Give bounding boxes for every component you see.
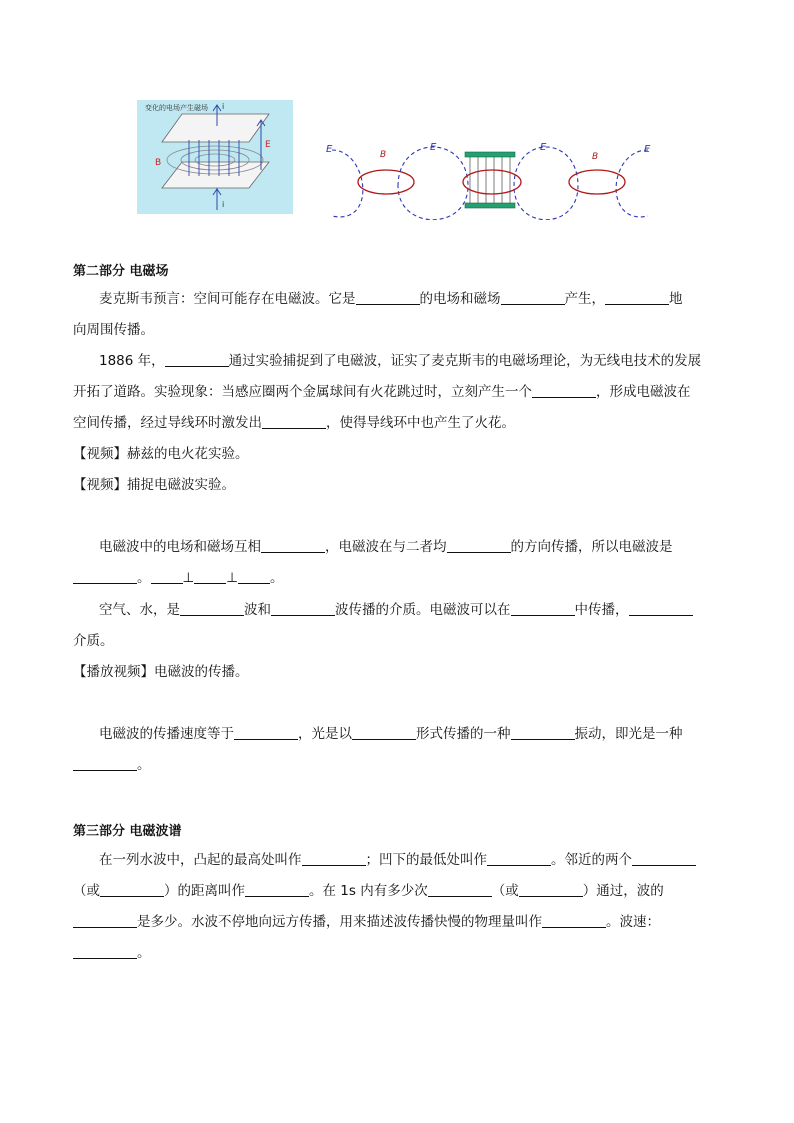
- blank[interactable]: [73, 569, 137, 584]
- s2-p2-line1: [99, 351, 701, 371]
- figure-changing-electric-field: [137, 100, 293, 214]
- s2-p5-line1: [99, 724, 683, 744]
- text: （或: [73, 883, 100, 899]
- blank[interactable]: [632, 851, 696, 866]
- blank[interactable]: [447, 538, 511, 553]
- text: 。: [137, 945, 151, 961]
- blank[interactable]: [262, 414, 326, 429]
- text: ，电磁波在与二者均: [325, 539, 447, 555]
- label-E: E: [265, 140, 271, 150]
- text: ）通过，波的: [582, 883, 664, 899]
- s3-p1-line4: [73, 943, 151, 963]
- text: 电磁波中的电场和磁场互相: [99, 539, 261, 555]
- label-B2: B: [592, 152, 599, 162]
- blank[interactable]: [519, 882, 583, 897]
- text: ，使得导线环中也产生了火花。: [326, 415, 515, 431]
- blank[interactable]: [180, 601, 244, 616]
- section3-heading: 第三部分 电磁波谱: [73, 824, 182, 839]
- s2-p2-line3: [73, 413, 515, 433]
- text: ）的距离叫作: [164, 883, 245, 899]
- text: 空气、水，是: [99, 602, 180, 618]
- text: 。在 1s 内有多少次: [309, 883, 428, 899]
- s2-p3-line1: [99, 537, 673, 557]
- blank[interactable]: [511, 725, 575, 740]
- text: 麦克斯韦预言：空间可能存在电磁波。它是: [99, 291, 356, 307]
- blank[interactable]: [511, 601, 575, 616]
- blank[interactable]: [302, 851, 366, 866]
- label-E1: E: [326, 144, 333, 155]
- blank[interactable]: [234, 725, 298, 740]
- text: 的电场和磁场: [419, 291, 501, 307]
- text: 介质。: [73, 633, 114, 649]
- blank[interactable]: [165, 352, 229, 367]
- s3-p1-line1: [99, 850, 696, 870]
- text: 在一列水波中，凸起的最高处叫作: [99, 852, 302, 868]
- section2-heading: 第二部分 电磁场: [73, 264, 169, 279]
- text: 形式传播的一种: [416, 726, 511, 742]
- label-B: B: [155, 158, 162, 168]
- video-1: 【视频】赫兹的电火花实验。: [73, 446, 249, 462]
- text: ；凹下的最低处叫作: [365, 852, 487, 868]
- text: 。邻近的两个: [551, 852, 632, 868]
- label-i-bottom: i: [222, 200, 225, 209]
- blank[interactable]: [151, 569, 183, 584]
- blank[interactable]: [605, 290, 669, 305]
- text: ，形成电磁波在: [596, 384, 691, 400]
- s2-p1-line1: [99, 289, 683, 309]
- blank[interactable]: [73, 913, 137, 928]
- blank[interactable]: [245, 882, 309, 897]
- video-3: 【播放视频】电磁波的传播。: [73, 664, 249, 680]
- blank[interactable]: [532, 383, 596, 398]
- text: 向周围传播。: [73, 322, 154, 338]
- s3-p1-line3: [73, 912, 660, 932]
- blank[interactable]: [100, 882, 164, 897]
- blank[interactable]: [194, 569, 226, 584]
- text: 是多少。水波不停地向远方传播，用来描述波传播快慢的物理量叫作: [137, 914, 542, 930]
- text: 波传播的介质。电磁波可以在: [335, 602, 511, 618]
- text: 1886 年，: [99, 353, 165, 369]
- text: 产生，: [564, 291, 605, 307]
- blank[interactable]: [487, 851, 551, 866]
- s2-p2-line2: [73, 382, 691, 402]
- text: 。: [270, 570, 284, 586]
- blank[interactable]: [428, 882, 492, 897]
- text: ，光是以: [298, 726, 352, 742]
- label-B1: B: [380, 150, 387, 160]
- label-E4: E: [644, 144, 651, 155]
- text: 。: [137, 757, 151, 773]
- text: 中传播，: [574, 602, 629, 618]
- blank[interactable]: [73, 756, 137, 771]
- label-E2: E: [430, 142, 437, 153]
- text: 振动，即光是一种: [574, 726, 683, 742]
- blank[interactable]: [356, 290, 420, 305]
- text: 的方向传播，所以电磁波是: [510, 539, 673, 555]
- s2-p4-line1: [99, 600, 693, 620]
- blank[interactable]: [352, 725, 416, 740]
- blank[interactable]: [261, 538, 325, 553]
- text: （或: [491, 883, 519, 899]
- text: 开拓了道路。实验现象：当感应圈两个金属球间有火花跳过时，立刻产生一个: [73, 384, 532, 400]
- text: 通过实验捕捉到了电磁波，证实了麦克斯韦的电磁场理论，为无线电技术的发展: [228, 353, 702, 369]
- s2-p1-line2: [73, 320, 154, 340]
- figure-caption: 变化的电场产生磁场: [145, 104, 208, 112]
- label-E3: E: [540, 142, 547, 153]
- text: 电磁波的传播速度等于: [99, 726, 234, 742]
- s2-p4-line2: [73, 631, 114, 651]
- label-i-top: i: [222, 102, 225, 111]
- wave-chain-diagram: [318, 136, 668, 220]
- s3-p1-line2: [73, 881, 664, 901]
- blank[interactable]: [73, 944, 137, 959]
- field-diagram: [137, 100, 293, 214]
- perp-symbol: ⊥: [182, 570, 195, 586]
- text: 。波速：: [606, 914, 660, 930]
- figure-em-wave-chain: [318, 136, 668, 220]
- video-2: 【视频】捕捉电磁波实验。: [73, 477, 235, 493]
- perp-symbol: ⊥: [226, 570, 239, 586]
- text: 地: [669, 291, 683, 307]
- text: 空间传播，经过导线环时激发出: [73, 415, 262, 431]
- text: 。: [137, 570, 151, 586]
- blank[interactable]: [629, 601, 693, 616]
- s2-p5-line2: [73, 755, 151, 775]
- blank[interactable]: [271, 601, 335, 616]
- blank[interactable]: [238, 569, 270, 584]
- text: 波和: [244, 602, 271, 618]
- blank[interactable]: [501, 290, 565, 305]
- blank[interactable]: [542, 913, 606, 928]
- s2-p3-line2: [73, 568, 284, 588]
